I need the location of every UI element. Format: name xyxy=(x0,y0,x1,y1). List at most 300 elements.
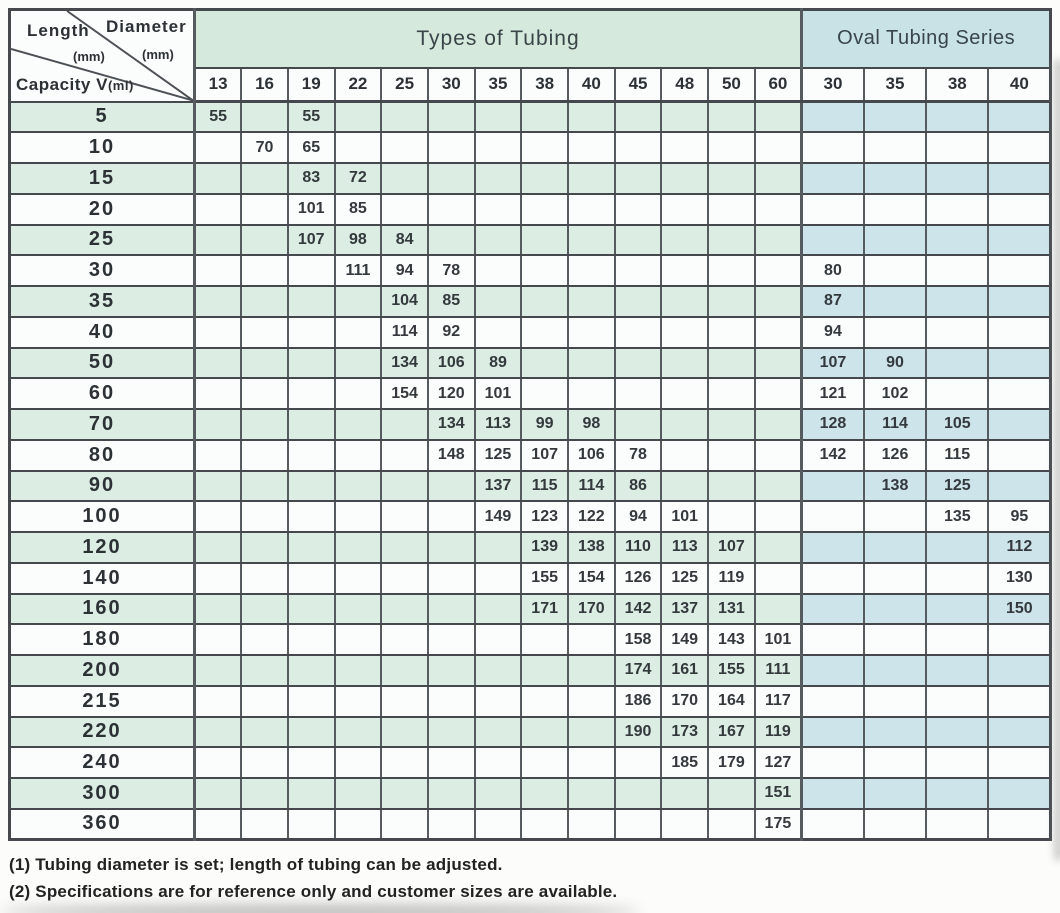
value-cell xyxy=(288,317,335,348)
value-cell xyxy=(864,717,926,748)
value-cell: 110 xyxy=(615,532,662,563)
value-cell xyxy=(381,501,428,532)
value-cell xyxy=(926,655,988,686)
value-cell: 126 xyxy=(615,563,662,594)
value-cell xyxy=(241,624,288,655)
value-cell xyxy=(475,532,522,563)
types-of-tubing-header: Types of Tubing xyxy=(195,10,802,68)
value-cell xyxy=(568,655,615,686)
value-cell: 94 xyxy=(802,317,864,348)
value-cell: 115 xyxy=(926,440,988,471)
table-row-capacity-80 xyxy=(10,440,1051,471)
value-cell xyxy=(802,225,864,256)
value-cell xyxy=(288,717,335,748)
value-cell: 98 xyxy=(335,225,382,256)
value-cell xyxy=(241,409,288,440)
value-cell xyxy=(755,132,802,163)
capacity-cell: 25 xyxy=(10,225,195,256)
table-row-capacity-15 xyxy=(10,163,1051,194)
value-cell: 85 xyxy=(335,194,382,225)
value-cell xyxy=(926,717,988,748)
value-cell xyxy=(475,163,522,194)
value-cell xyxy=(988,778,1050,809)
value-cell xyxy=(428,532,475,563)
table-row-capacity-140 xyxy=(10,563,1051,594)
value-cell xyxy=(661,409,708,440)
value-cell xyxy=(615,225,662,256)
value-cell: 90 xyxy=(864,348,926,379)
table-row-capacity-60 xyxy=(10,378,1051,409)
value-cell: 125 xyxy=(661,563,708,594)
capacity-cell: 60 xyxy=(10,378,195,409)
value-cell xyxy=(288,501,335,532)
value-cell: 164 xyxy=(708,686,755,717)
value-cell xyxy=(195,317,242,348)
value-cell xyxy=(988,255,1050,286)
value-cell xyxy=(195,194,242,225)
value-cell: 98 xyxy=(568,409,615,440)
value-cell xyxy=(864,501,926,532)
value-cell xyxy=(568,717,615,748)
value-cell: 107 xyxy=(708,532,755,563)
value-cell xyxy=(661,809,708,840)
table-row-capacity-160 xyxy=(10,594,1051,625)
table-row-capacity-215 xyxy=(10,686,1051,717)
value-cell xyxy=(475,778,522,809)
value-cell: 87 xyxy=(802,286,864,317)
value-cell xyxy=(475,594,522,625)
value-cell xyxy=(864,255,926,286)
value-cell: 94 xyxy=(381,255,428,286)
capacity-label: Capacity V(ml) xyxy=(16,75,134,94)
table-row-capacity-25 xyxy=(10,225,1051,256)
value-cell: 94 xyxy=(615,501,662,532)
value-cell xyxy=(802,747,864,778)
capacity-cell: 300 xyxy=(10,778,195,809)
value-cell xyxy=(288,532,335,563)
table-row-capacity-5 xyxy=(10,102,1051,133)
value-cell xyxy=(661,102,708,133)
value-cell xyxy=(475,747,522,778)
table-row-capacity-240 xyxy=(10,747,1051,778)
value-cell: 175 xyxy=(755,809,802,840)
value-cell xyxy=(864,225,926,256)
value-cell xyxy=(288,378,335,409)
value-cell xyxy=(195,440,242,471)
capacity-cell: 240 xyxy=(10,747,195,778)
value-cell xyxy=(988,378,1050,409)
diameter-column-header-30: 30 xyxy=(428,68,475,102)
value-cell: 186 xyxy=(615,686,662,717)
capacity-cell: 80 xyxy=(10,440,195,471)
value-cell xyxy=(568,348,615,379)
value-cell xyxy=(568,163,615,194)
table-row-capacity-100 xyxy=(10,501,1051,532)
table-row-capacity-200 xyxy=(10,655,1051,686)
value-cell xyxy=(195,225,242,256)
diameter-column-header-60: 60 xyxy=(755,68,802,102)
value-cell xyxy=(864,809,926,840)
capacity-cell: 70 xyxy=(10,409,195,440)
value-cell xyxy=(241,471,288,502)
value-cell xyxy=(802,655,864,686)
value-cell xyxy=(288,255,335,286)
capacity-unit-label: (ml) xyxy=(107,78,134,93)
value-cell xyxy=(926,532,988,563)
value-cell xyxy=(926,132,988,163)
value-cell xyxy=(521,102,568,133)
table-body xyxy=(10,102,1051,840)
value-cell xyxy=(864,132,926,163)
value-cell xyxy=(926,286,988,317)
value-cell: 106 xyxy=(428,348,475,379)
value-cell xyxy=(381,194,428,225)
value-cell xyxy=(926,624,988,655)
value-cell xyxy=(335,409,382,440)
value-cell xyxy=(988,624,1050,655)
capacity-cell: 35 xyxy=(10,286,195,317)
value-cell: 125 xyxy=(926,471,988,502)
value-cell xyxy=(988,409,1050,440)
capacity-cell: 160 xyxy=(10,594,195,625)
value-cell xyxy=(708,809,755,840)
photo-smudge-right xyxy=(1054,60,1060,860)
value-cell: 89 xyxy=(475,348,522,379)
value-cell xyxy=(568,194,615,225)
value-cell: 119 xyxy=(708,563,755,594)
value-cell: 115 xyxy=(521,471,568,502)
value-cell: 128 xyxy=(802,409,864,440)
value-cell xyxy=(475,624,522,655)
value-cell xyxy=(988,747,1050,778)
value-cell: 137 xyxy=(475,471,522,502)
value-cell xyxy=(708,225,755,256)
value-cell xyxy=(661,255,708,286)
value-cell xyxy=(381,563,428,594)
value-cell: 80 xyxy=(802,255,864,286)
value-cell xyxy=(521,163,568,194)
value-cell: 85 xyxy=(428,286,475,317)
value-cell xyxy=(661,471,708,502)
value-cell xyxy=(475,102,522,133)
value-cell xyxy=(428,501,475,532)
value-cell xyxy=(755,409,802,440)
value-cell xyxy=(195,501,242,532)
value-cell xyxy=(195,594,242,625)
value-cell xyxy=(195,409,242,440)
value-cell: 167 xyxy=(708,717,755,748)
value-cell xyxy=(661,286,708,317)
value-cell: 113 xyxy=(661,532,708,563)
value-cell xyxy=(708,317,755,348)
value-cell xyxy=(335,378,382,409)
value-cell: 138 xyxy=(864,471,926,502)
capacity-cell: 5 xyxy=(10,102,195,133)
capacity-cell: 140 xyxy=(10,563,195,594)
table-row-capacity-10 xyxy=(10,132,1051,163)
value-cell: 134 xyxy=(428,409,475,440)
value-cell xyxy=(428,163,475,194)
value-cell xyxy=(988,163,1050,194)
value-cell: 78 xyxy=(615,440,662,471)
diameter-column-header-38: 38 xyxy=(521,68,568,102)
value-cell xyxy=(195,778,242,809)
table-row-capacity-220 xyxy=(10,717,1051,748)
value-cell xyxy=(988,317,1050,348)
table-row-capacity-120 xyxy=(10,532,1051,563)
value-cell xyxy=(615,809,662,840)
table-row-capacity-180 xyxy=(10,624,1051,655)
value-cell xyxy=(802,163,864,194)
value-cell xyxy=(428,809,475,840)
value-cell xyxy=(475,225,522,256)
diameter-column-header-13: 13 xyxy=(195,68,242,102)
value-cell xyxy=(335,717,382,748)
value-cell: 106 xyxy=(568,440,615,471)
value-cell xyxy=(864,594,926,625)
value-cell xyxy=(241,778,288,809)
value-cell xyxy=(335,747,382,778)
value-cell xyxy=(195,655,242,686)
value-cell xyxy=(864,624,926,655)
value-cell xyxy=(335,655,382,686)
value-cell xyxy=(335,778,382,809)
value-cell xyxy=(195,686,242,717)
value-cell: 142 xyxy=(615,594,662,625)
value-cell: 173 xyxy=(661,717,708,748)
value-cell xyxy=(755,225,802,256)
corner-cell xyxy=(10,10,195,102)
capacity-cell: 100 xyxy=(10,501,195,532)
footnote-1: (1) Tubing diameter is set; length of tubing can be adjusted. xyxy=(9,855,503,874)
value-cell: 148 xyxy=(428,440,475,471)
value-cell xyxy=(195,471,242,502)
photo-smudge-bottom xyxy=(0,906,640,913)
value-cell: 185 xyxy=(661,747,708,778)
value-cell: 171 xyxy=(521,594,568,625)
value-cell xyxy=(988,655,1050,686)
value-cell xyxy=(802,532,864,563)
value-cell xyxy=(988,471,1050,502)
capacity-cell: 40 xyxy=(10,317,195,348)
value-cell: 137 xyxy=(661,594,708,625)
value-cell xyxy=(521,624,568,655)
table-row-capacity-90 xyxy=(10,471,1051,502)
value-cell xyxy=(755,317,802,348)
value-cell xyxy=(864,532,926,563)
value-cell xyxy=(802,132,864,163)
value-cell xyxy=(381,624,428,655)
value-cell xyxy=(755,163,802,194)
value-cell: 125 xyxy=(475,440,522,471)
capacity-cell: 215 xyxy=(10,686,195,717)
value-cell xyxy=(475,255,522,286)
value-cell xyxy=(661,348,708,379)
value-cell xyxy=(381,409,428,440)
value-cell xyxy=(241,532,288,563)
capacity-cell: 360 xyxy=(10,809,195,840)
value-cell xyxy=(864,686,926,717)
value-cell xyxy=(661,778,708,809)
value-cell xyxy=(521,778,568,809)
value-cell xyxy=(568,255,615,286)
value-cell xyxy=(288,440,335,471)
value-cell xyxy=(708,194,755,225)
value-cell: 149 xyxy=(475,501,522,532)
value-cell xyxy=(335,563,382,594)
value-cell xyxy=(335,809,382,840)
value-cell xyxy=(755,255,802,286)
diameter-column-header-25: 25 xyxy=(381,68,428,102)
value-cell xyxy=(568,225,615,256)
value-cell xyxy=(521,225,568,256)
value-cell: 104 xyxy=(381,286,428,317)
value-cell xyxy=(615,255,662,286)
value-cell xyxy=(195,132,242,163)
value-cell xyxy=(195,747,242,778)
value-cell: 151 xyxy=(755,778,802,809)
value-cell xyxy=(288,655,335,686)
value-cell xyxy=(802,471,864,502)
value-cell: 102 xyxy=(864,378,926,409)
value-cell xyxy=(802,624,864,655)
value-cell xyxy=(926,348,988,379)
value-cell xyxy=(521,348,568,379)
value-cell xyxy=(428,471,475,502)
value-cell xyxy=(926,255,988,286)
value-cell xyxy=(381,809,428,840)
value-cell xyxy=(661,132,708,163)
value-cell xyxy=(521,747,568,778)
value-cell xyxy=(241,102,288,133)
diameter-column-header-40: 40 xyxy=(568,68,615,102)
value-cell xyxy=(615,378,662,409)
value-cell xyxy=(381,132,428,163)
value-cell xyxy=(428,655,475,686)
value-cell xyxy=(926,225,988,256)
value-cell xyxy=(335,317,382,348)
value-cell xyxy=(381,655,428,686)
value-cell: 99 xyxy=(521,409,568,440)
value-cell xyxy=(475,317,522,348)
value-cell xyxy=(241,194,288,225)
value-cell xyxy=(755,378,802,409)
value-cell xyxy=(615,102,662,133)
value-cell xyxy=(661,317,708,348)
value-cell: 114 xyxy=(381,317,428,348)
footnote-2: (2) Specifications are for reference only and customer sizes are available. xyxy=(9,882,618,901)
table-header xyxy=(10,10,1051,102)
value-cell: 174 xyxy=(615,655,662,686)
value-cell xyxy=(568,132,615,163)
capacity-cell: 10 xyxy=(10,132,195,163)
value-cell xyxy=(661,440,708,471)
value-cell: 123 xyxy=(521,501,568,532)
value-cell xyxy=(381,747,428,778)
value-cell: 78 xyxy=(428,255,475,286)
value-cell xyxy=(241,378,288,409)
value-cell xyxy=(568,102,615,133)
value-cell xyxy=(288,471,335,502)
value-cell: 114 xyxy=(568,471,615,502)
diameter-column-header-19: 19 xyxy=(288,68,335,102)
value-cell xyxy=(615,194,662,225)
value-cell xyxy=(802,594,864,625)
value-cell: 72 xyxy=(335,163,382,194)
value-cell xyxy=(241,317,288,348)
value-cell xyxy=(926,378,988,409)
value-cell: 149 xyxy=(661,624,708,655)
value-cell xyxy=(708,132,755,163)
value-cell: 190 xyxy=(615,717,662,748)
capacity-cell: 180 xyxy=(10,624,195,655)
value-cell xyxy=(568,686,615,717)
value-cell xyxy=(195,378,242,409)
value-cell: 127 xyxy=(755,747,802,778)
diameter-column-header-16: 16 xyxy=(241,68,288,102)
value-cell xyxy=(802,194,864,225)
value-cell xyxy=(428,194,475,225)
title-row xyxy=(10,10,1051,68)
value-cell xyxy=(864,317,926,348)
value-cell xyxy=(864,163,926,194)
value-cell: 134 xyxy=(381,348,428,379)
value-cell xyxy=(241,501,288,532)
value-cell xyxy=(241,686,288,717)
value-cell xyxy=(195,717,242,748)
value-cell: 119 xyxy=(755,717,802,748)
value-cell: 154 xyxy=(568,563,615,594)
value-cell xyxy=(708,255,755,286)
value-cell: 155 xyxy=(521,563,568,594)
value-cell xyxy=(335,594,382,625)
value-cell xyxy=(241,255,288,286)
length-unit-label: (mm) xyxy=(73,49,105,64)
tubing-spec-table xyxy=(8,8,1052,841)
value-cell xyxy=(988,225,1050,256)
value-cell xyxy=(241,809,288,840)
value-cell xyxy=(802,778,864,809)
value-cell xyxy=(335,532,382,563)
value-cell xyxy=(568,286,615,317)
value-cell xyxy=(288,809,335,840)
value-cell xyxy=(428,747,475,778)
oval-tubing-series-header: Oval Tubing Series xyxy=(802,10,1051,68)
value-cell: 131 xyxy=(708,594,755,625)
value-cell: 143 xyxy=(708,624,755,655)
value-cell xyxy=(926,317,988,348)
value-cell xyxy=(988,717,1050,748)
value-cell xyxy=(708,102,755,133)
value-cell xyxy=(708,471,755,502)
value-cell xyxy=(475,563,522,594)
table-row-capacity-360 xyxy=(10,809,1051,840)
capacity-cell: 50 xyxy=(10,348,195,379)
value-cell xyxy=(335,348,382,379)
value-cell xyxy=(335,102,382,133)
value-cell xyxy=(428,225,475,256)
value-cell xyxy=(615,286,662,317)
value-cell: 107 xyxy=(288,225,335,256)
oval-diameter-column-header-35: 35 xyxy=(864,68,926,102)
value-cell xyxy=(241,440,288,471)
value-cell xyxy=(241,563,288,594)
value-cell xyxy=(428,102,475,133)
value-cell xyxy=(708,409,755,440)
value-cell xyxy=(864,102,926,133)
value-cell xyxy=(288,594,335,625)
value-cell xyxy=(335,501,382,532)
